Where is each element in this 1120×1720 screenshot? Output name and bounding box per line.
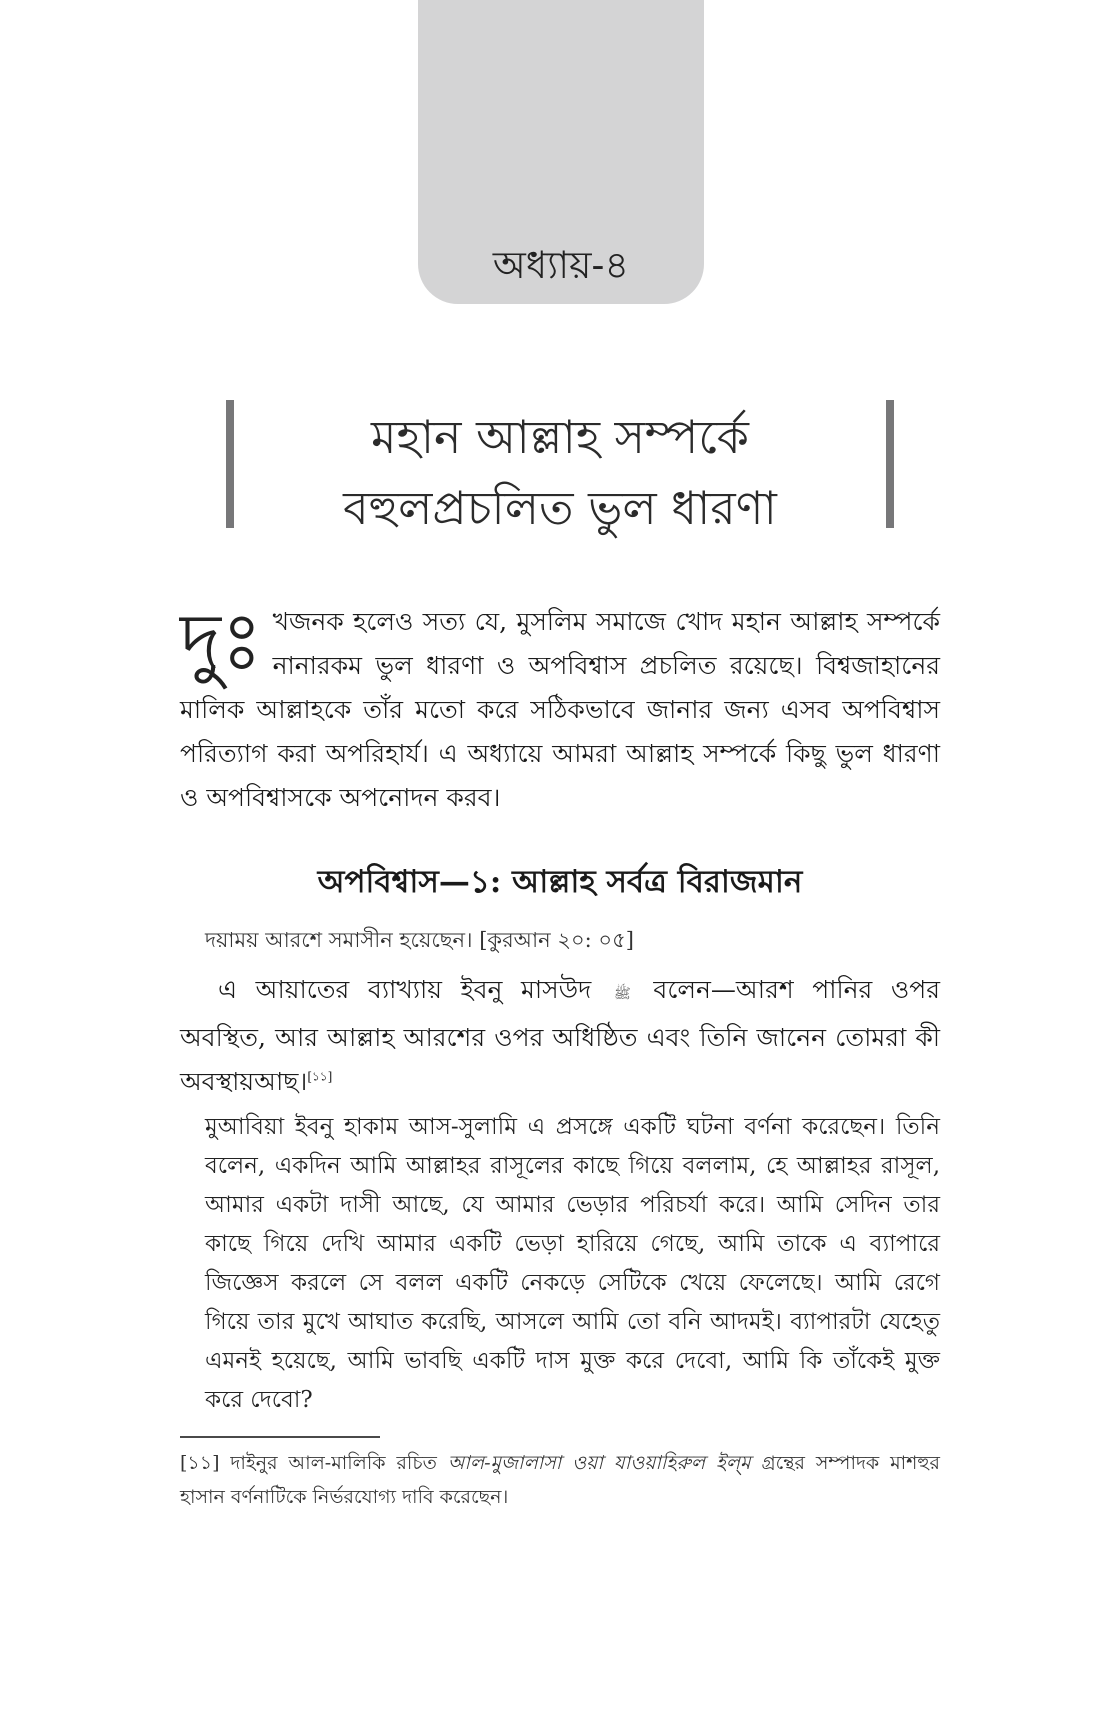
- tafsir-text-part2: বলেন—আরশ পানির ওপর অবস্থিত, আর আল্লাহ আরশের ওপর অধিষ্ঠিত এবং তিনি জানেন তোমরা কী অবস্থায়আছ।: [180, 975, 941, 1096]
- chapter-number: অধ্যায়-৪: [492, 243, 630, 287]
- chapter-title-line2: বহুলপ্রচলিত ভুল ধারণা: [343, 481, 777, 535]
- tafsir-paragraph: [180, 968, 940, 1104]
- title-right-bar: [886, 400, 894, 528]
- drop-cap: দুঃ: [180, 597, 263, 687]
- footnote-divider: [180, 1436, 380, 1438]
- salawat-symbol: ﷺ: [613, 986, 631, 1002]
- chapter-tab: [418, 0, 704, 304]
- section-heading: অপবিশ্বাস—১: আল্লাহ সর্বত্র বিরাজমান: [317, 864, 803, 900]
- footnote-book-title: আল-মুজালাসা ওয়া যাওয়াহিরুল ইল্‌ম: [447, 1452, 751, 1474]
- hadith-quote: মুআবিয়া ইবনু হাকাম আস-সুলামি এ প্রসঙ্গে একটি ঘটনা বর্ণনা করেছেন। তিনি বলেন, একদিন আমি আল্লাহর রাসূলের কাছে গিয়ে বললাম, হে আল্লাহর রাসূল, আমার একটা দাসী আছে, যে আমার ভেড়ার পরিচর্যা করে। আমি সেদিন তার কাছে গিয়ে দেখি আমার একটি ভেড়া হারিয়ে গেছে, আমি তাকে এ ব্যাপারে জিজ্ঞেস করলে সে বলল একটি নেকড়ে সেটিকে খেয়ে ফেলেছে। আমি রেগে গিয়ে তার মুখে আঘাত করেছি, আসলে আমি তো বনি আদমই। ব্যাপারটা যেহেতু এমনই হয়েছে, আমি ভাবছি একটি দাস মুক্ত করে দেবো, আমি কি তাঁকেই মুক্ত করে দেবো?: [205, 1114, 940, 1413]
- footnote-reference[interactable]: [১১]: [307, 1069, 333, 1084]
- footnote-marker: [১১]: [180, 1452, 220, 1474]
- intro-text: খজনক হলেও সত্য যে, মুসলিম সমাজে খোদ মহান আল্লাহ সম্পর্কে নানারকম ভুল ধারণা ও অপবিশ্বাস প্রচলিত রয়েছে। বিশ্বজাহানের মালিক আল্লাহকে তাঁর মতো করে সঠিকভাবে জানার জন্য এসব অপবিশ্বাস পরিত্যাগ করা অপরিহার্য। এ অধ্যায়ে আমরা আল্লাহ সম্পর্কে কিছু ভুল ধারণা ও অপবিশ্বাসকে অপনোদন করব।: [180, 607, 940, 812]
- footnote-text-before: দাইনুর আল-মালিকি রচিত: [230, 1452, 437, 1474]
- intro-paragraph: [180, 597, 940, 820]
- footnote-text-after: গ্রন্থের সম্পাদক মাশহুর হাসান বর্ণনাটিকে নির্ভরযোগ্য দাবি করেছেন।: [180, 1452, 941, 1508]
- footnote: [180, 1446, 940, 1514]
- tafsir-text-part1: এ আয়াতের ব্যাখ্যায় ইবনু মাসউদ: [218, 975, 592, 1004]
- quran-verse: দয়াময় আরশে সমাসীন হয়েছেন। [কুরআন ২০: ০৫]: [205, 928, 634, 952]
- title-left-bar: [226, 400, 234, 528]
- chapter-title-line1: মহান আল্লাহ সম্পর্কে: [371, 410, 749, 464]
